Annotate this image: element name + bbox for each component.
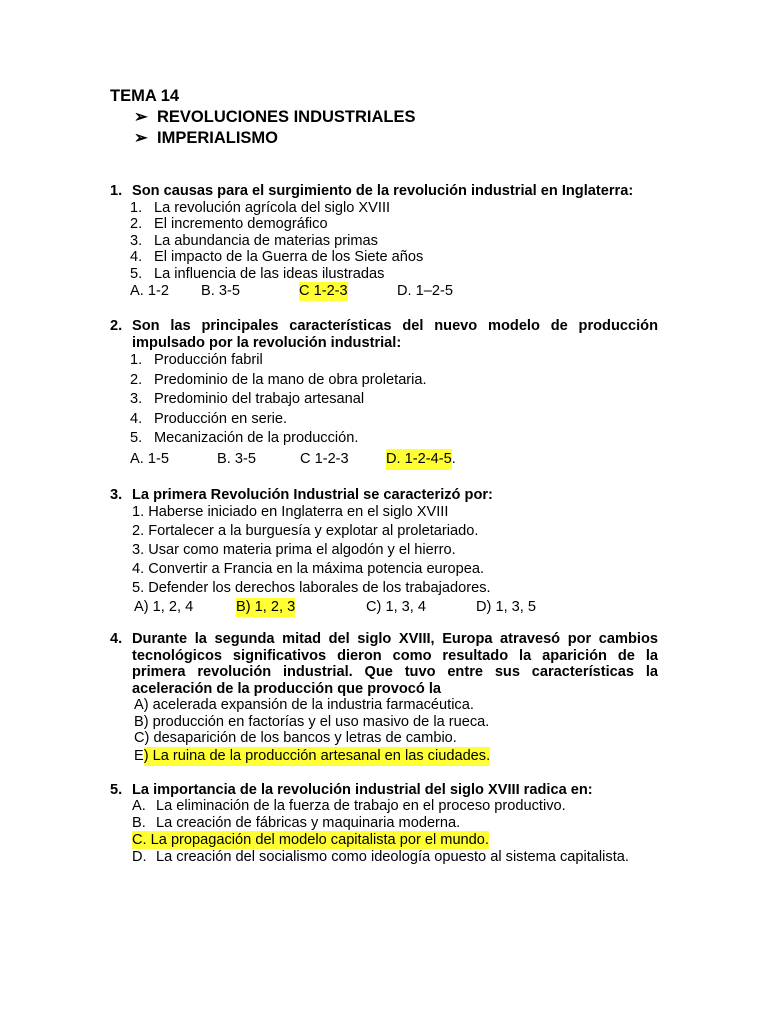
list-item: 3. Predominio del trabajo artesanal bbox=[130, 391, 365, 407]
list-item: C) desaparición de los bancos y letras de cambio. bbox=[134, 730, 457, 746]
document-page bbox=[110, 86, 658, 866]
answer-a: A) 1, 2, 4 bbox=[134, 599, 194, 615]
list-item: 2. Predominio de la mano de obra proletaria. bbox=[130, 371, 427, 388]
list-item bbox=[132, 831, 658, 849]
arrow-bullet-icon: ➢ bbox=[134, 129, 148, 147]
question-3 bbox=[110, 487, 658, 618]
answer-highlighted: ) La ruina de la producción artesanal en las ciudades. bbox=[143, 747, 491, 764]
topic-headings bbox=[134, 107, 658, 149]
question-1 bbox=[110, 183, 658, 301]
answer-c: C 1-2-3 bbox=[300, 450, 349, 467]
list-item: A) acelerada expansión de la industria farmacéutica. bbox=[134, 697, 474, 713]
list-item: 5. Mecanización de la producción. bbox=[130, 430, 359, 446]
question-text: Durante la segunda mitad del siglo XVIII, Europa atravesó por cambios tecnológicos significativos dieron como resultado la aparición de la primera revolución industrial. Que tuvo entre sus características la aceleración de la producción que provocó la bbox=[132, 631, 658, 697]
list-item: 5. Defender los derechos laborales de los trabajadores. bbox=[132, 580, 491, 596]
list-item: 3. Usar como materia prima el algodón y el hierro. bbox=[132, 542, 456, 558]
heading-item: ➢ REVOLUCIONES INDUSTRIALES bbox=[134, 108, 416, 126]
list-item: 1. Producción fabril bbox=[130, 352, 263, 368]
list-item: 2. El incremento demográfico bbox=[130, 216, 328, 232]
arrow-bullet-icon: ➢ bbox=[134, 108, 148, 126]
topic-title: TEMA 14 bbox=[110, 87, 180, 105]
answer-a: A. 1-5 bbox=[130, 450, 169, 467]
question-number: 4. bbox=[110, 631, 123, 647]
answer-b: B. 3-5 bbox=[217, 450, 256, 467]
list-item: 1. La revolución agrícola del siglo XVIII bbox=[130, 199, 391, 216]
question-number: 1. bbox=[110, 183, 123, 199]
question-text: La primera Revolución Industrial se caracterizó por: bbox=[132, 486, 493, 503]
list-item: A. La eliminación de la fuerza de trabajo en el proceso productivo. bbox=[132, 798, 566, 814]
list-item: 5. La influencia de las ideas ilustradas bbox=[130, 265, 385, 282]
answer-a: A. 1-2 bbox=[130, 283, 169, 299]
answer-highlighted: C. La propagación del modelo capitalista por el mundo. bbox=[132, 832, 489, 848]
question-text: La importancia de la revolución industrial del siglo XVIII radica en: bbox=[132, 781, 593, 798]
answer-b-highlighted: B) 1, 2, 3 bbox=[236, 599, 296, 615]
list-item: 1. Haberse iniciado en Inglaterra en el siglo XVIII bbox=[132, 504, 449, 520]
list-item: E ) La ruina de la producción artesanal en las ciudades. bbox=[134, 747, 491, 764]
answer-c: C) 1, 3, 4 bbox=[366, 599, 427, 615]
list-item: B. La creación de fábricas y maquinaria moderna. bbox=[132, 814, 461, 831]
list-item: 4. Producción en serie. bbox=[130, 410, 288, 427]
list-item: D. La creación del socialismo como ideología opuesto al sistema capitalista. bbox=[132, 849, 629, 865]
list-item: B) producción en factorías y el uso masivo de la rueca. bbox=[134, 713, 490, 730]
answer-choices bbox=[110, 598, 658, 617]
question-2 bbox=[110, 318, 658, 470]
question-number: 5. bbox=[110, 781, 123, 798]
list-item: 2. Fortalecer a la burguesía y explotar al proletariado. bbox=[132, 523, 479, 539]
question-number: 2. bbox=[110, 318, 123, 334]
option-list bbox=[110, 697, 658, 766]
answer-choices: A. 1-5 B. 3-5 C 1-2-3 D. 1-2-4-5. bbox=[110, 449, 658, 470]
list-item: 4. Convertir a Francia en la máxima potencia europea. bbox=[132, 561, 485, 577]
option-list bbox=[110, 351, 658, 449]
question-4 bbox=[110, 631, 658, 766]
heading-item: ➢ IMPERIALISMO bbox=[134, 129, 279, 147]
option-list bbox=[110, 798, 658, 866]
answer-c-highlighted: C 1-2-3 bbox=[299, 283, 348, 299]
question-text: Son las principales características del nuevo modelo de producción impulsado por la revolución industrial: bbox=[132, 318, 658, 351]
question-text: Son causas para el surgimiento de la revolución industrial en Inglaterra: bbox=[132, 183, 634, 199]
answer-choices bbox=[110, 282, 658, 301]
question-number: 3. bbox=[110, 486, 123, 503]
answer-d: D) 1, 3, 5 bbox=[476, 599, 537, 615]
answer-b: B. 3-5 bbox=[201, 283, 240, 299]
option-list bbox=[110, 503, 658, 598]
answer-d: D. 1–2-5 bbox=[397, 283, 453, 299]
list-item: 3. La abundancia de materias primas bbox=[130, 232, 378, 249]
question-5 bbox=[110, 782, 658, 866]
option-list bbox=[110, 200, 658, 283]
list-item: 4. El impacto de la Guerra de los Siete años bbox=[130, 249, 424, 265]
answer-d-highlighted: D. 1-2-4-5 bbox=[386, 449, 452, 470]
